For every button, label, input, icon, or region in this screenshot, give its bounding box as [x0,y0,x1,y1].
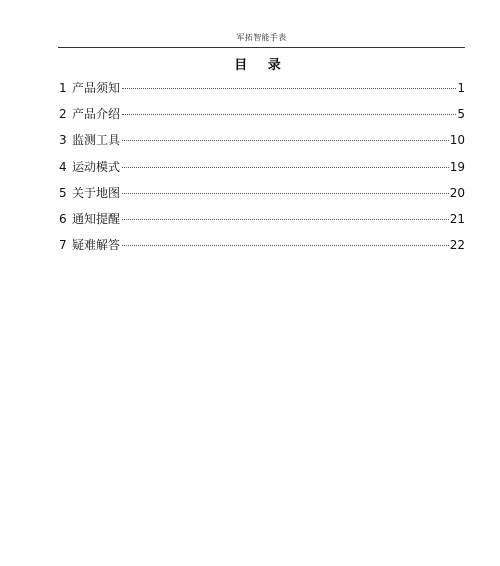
toc-dot-leader [122,88,456,89]
toc-entry-page: 5 [457,107,465,122]
toc-entry-text: 运动模式 [72,159,121,174]
toc-entry-number: 4 [59,159,67,174]
toc-entry-number: 6 [59,211,67,226]
toc-entry-number: 7 [59,238,67,253]
toc-entry-number: 1 [59,81,67,95]
toc-entry-number: 2 [59,107,67,122]
toc-dot-leader [122,167,449,168]
toc-title: 目 录 [234,58,289,73]
toc-entry-page: 10 [449,133,465,148]
toc-entry-1[interactable] [59,80,465,106]
toc-dot-leader [122,245,449,246]
toc-dot-leader [122,193,449,194]
toc-entry-number: 5 [59,185,67,200]
toc-entry-4[interactable] [59,159,465,185]
toc-entry-page: 22 [449,238,465,253]
header-divider [58,47,465,48]
toc-entry-page: 21 [449,211,465,226]
toc-entry-page: 1 [457,81,465,95]
toc-entry-6[interactable] [59,211,465,237]
toc-dot-leader [122,114,456,115]
toc-entry-page: 20 [449,185,465,200]
page-header: 军拓智能手表 [236,33,287,42]
toc-entry-text: 监测工具 [72,133,121,148]
toc-dot-leader [122,219,449,220]
toc-entry-text: 疑难解答 [72,238,121,253]
toc-dot-leader [122,140,449,141]
toc-list [59,80,465,263]
toc-entry-5[interactable] [59,185,465,211]
toc-entry-7[interactable] [59,237,465,263]
toc-entry-text: 产品介绍 [72,107,121,122]
toc-entry-2[interactable] [59,106,465,132]
toc-entry-page: 19 [449,159,465,174]
toc-entry-number: 3 [59,133,67,148]
toc-entry-3[interactable] [59,132,465,158]
toc-entry-text: 产品须知 [72,81,121,95]
toc-entry-text: 通知提醒 [72,211,121,226]
toc-entry-text: 关于地图 [72,185,121,200]
